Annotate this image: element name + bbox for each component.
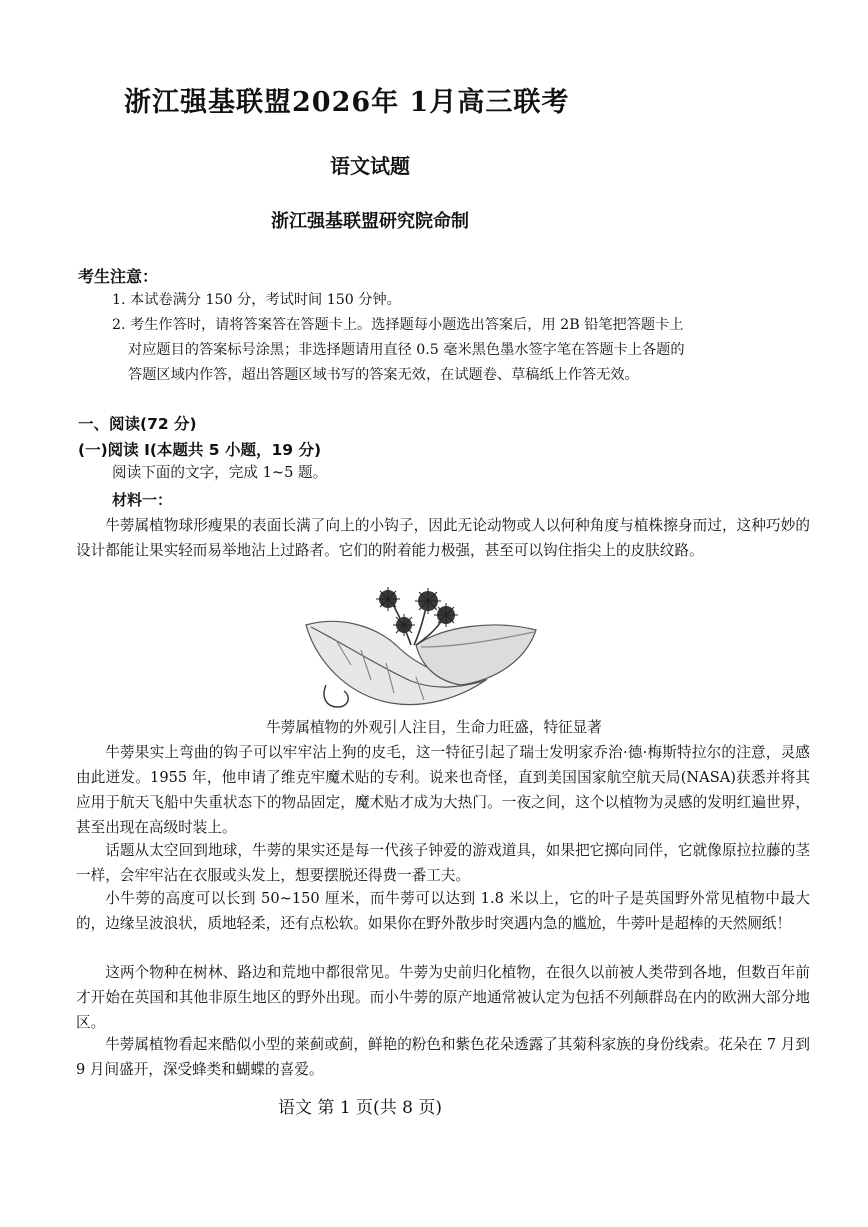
paragraph-4: 小牛蒡的高度可以长到 50~150 厘米，而牛蒡可以达到 1.8 米以上，它的叶子是英国野外常见植物中最大的，边缘呈波浪状，质地轻柔，还有点松软。如果你在野外散步时突遇内急的尴尬，牛蒡叶是超棒的天然厕纸！ [76, 890, 810, 932]
paragraph-1: 牛蒡属植物球形瘦果的表面长满了向上的小钩子，因此无论动物或人以何种角度与植株擦身而过，这种巧妙的设计都能让果实轻而易举地沾上过路者。它们的附着能力极强，甚至可以钩住指尖上的皮肤纹路。 [76, 517, 810, 559]
paragraph-6: 牛蒡属植物看起来酷似小型的莱蓟或蓟，鲜艳的粉色和紫色花朵透露了其菊科家族的身份线索。花朵在 7 月到 9 月间盛开，深受蜂类和蝴蝶的喜爱。 [76, 1036, 810, 1078]
burdock-illustration [296, 585, 551, 713]
figure-caption: 牛蒡属植物的外观引人注目，生命力旺盛，特征显著 [266, 719, 602, 736]
subsection-heading: (一)阅读 I(本题共 5 小题，19 分) [78, 441, 322, 459]
page-footer: 语文 第 1 页(共 8 页) [278, 1098, 442, 1118]
material-label: 材料一： [112, 491, 173, 509]
exam-maker: 浙江强基联盟研究院命制 [271, 211, 469, 232]
exam-title: 浙江强基联盟2026年 1月高三联考 [124, 87, 570, 118]
section-heading: 一、阅读(72 分) [78, 415, 197, 433]
paragraph-2: 牛蒡果实上弯曲的钩子可以牢牢沾上狗的皮毛，这一特征引起了瑞士发明家乔治·德·梅斯特拉尔的注意，灵感由此迸发。1955 年，他申请了维克牢魔术贴的专利。说来也奇怪，直到美国国家航空航天局(NASA)获悉并将其应用于航天飞船中失重状态下的物品固定，魔术贴才成为大热门。一夜之间，这个以植物为灵感的发明红遍世界，甚至出现在高级时装上。 [76, 744, 810, 836]
paragraph-5: 这两个物种在树林、路边和荒地中都很常见。牛蒡为史前归化植物，在很久以前被人类带到各地，但数百年前才开始在英国和其他非原生地区的野外出现。而小牛蒡的原产地通常被认定为包括不列颠群岛在内的欧洲大部分地区。 [76, 964, 810, 1031]
notice-heading: 考生注意： [78, 267, 159, 286]
notice-item-2-cont-1: 对应题目的答案标号涂黑；非选择题请用直径 0.5 毫米黑色墨水签字笔在答题卡上各题的 [128, 342, 685, 358]
notice-item-2: 2. 考生作答时，请将答案答在答题卡上。选择题每小题选出答案后，用 2B 铅笔把答题卡上 [112, 317, 684, 333]
exam-subject: 语文试题 [330, 154, 410, 178]
notice-item-2-cont-2: 答题区域内作答，超出答题区域书写的答案无效，在试题卷、草稿纸上作答无效。 [128, 367, 639, 383]
paragraph-3: 话题从太空回到地球，牛蒡的果实还是每一代孩子钟爱的游戏道具，如果把它掷向同伴，它就像原拉拉藤的茎一样，会牢牢沾在衣服或头发上，想要摆脱还得费一番工夫。 [76, 842, 810, 884]
notice-item-1: 1. 本试卷满分 150 分，考试时间 150 分钟。 [112, 292, 401, 308]
reading-instruction: 阅读下面的文字，完成 1~5 题。 [112, 464, 328, 481]
